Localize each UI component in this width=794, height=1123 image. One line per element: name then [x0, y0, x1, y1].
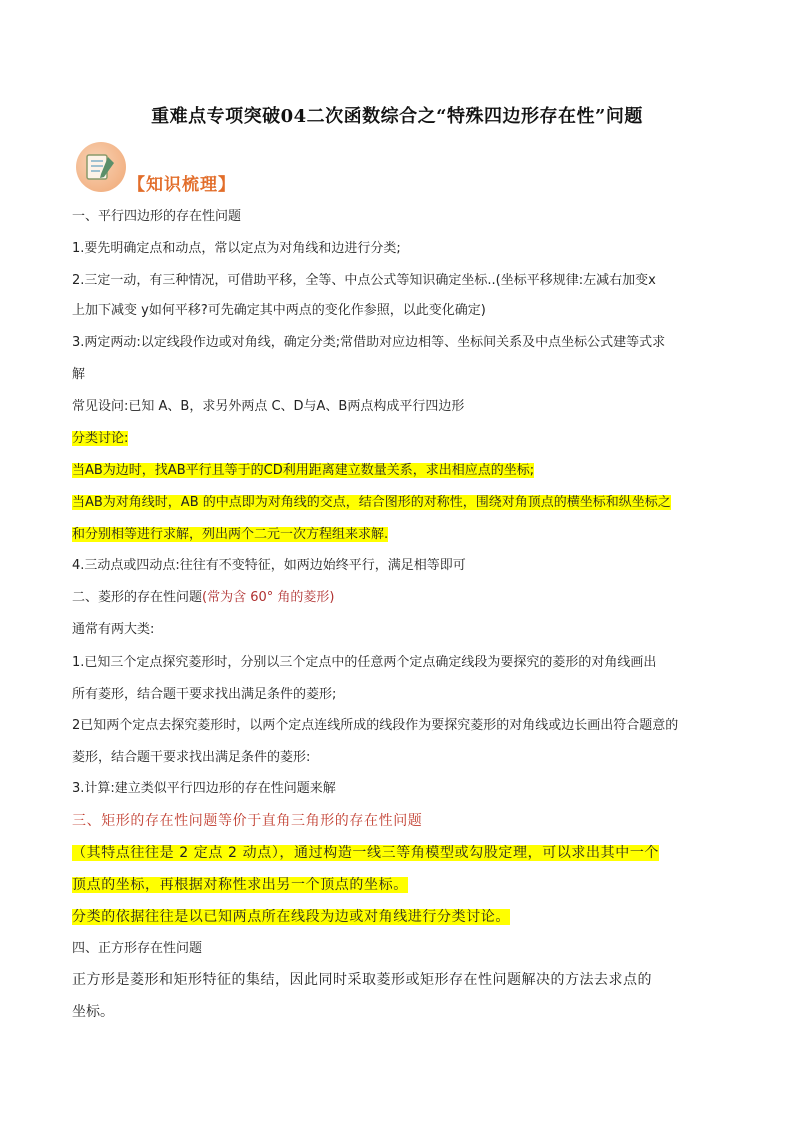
heading-2: 二、菱形的存在性问题 [72, 590, 203, 605]
highlight-text: 顶点的坐标，再根据对称性求出另一个顶点的坐标。 [72, 877, 408, 893]
heading-2-note: (常为含 60° 角的菱形) [202, 590, 335, 605]
highlight-text: 分类讨论: [72, 431, 129, 446]
text-line: 菱形，结合题干要求找出满足条件的菱形: [72, 750, 311, 765]
text-line: 坐标。 [72, 1004, 114, 1020]
highlight-text: 当AB为边时，找AB平行且等于的CD利用距离建立数量关系，求出相应点的坐标; [72, 463, 535, 478]
text-line: 2已知两个定点去探究菱形时，以两个定点连线所成的线段作为要探究菱形的对角线或边长画出符合题意的 [72, 718, 679, 733]
text-line: 正方形是菱形和矩形特征的集结，因此同时采取菱形或矩形存在性问题解决的方法去求点的 [72, 972, 652, 988]
highlight-text: 和分别相等进行求解，列出两个二元一次方程组来求解. [72, 527, 389, 542]
highlight-text: （其特点往往是 2 定点 2 动点），通过构造一线三等角模型或勾股定理，可以求出其中一个 [72, 845, 660, 861]
text-line: 2.三定一动，有三种情况，可借助平移，全等、中点公式等知识确定坐标..(坐标平移规律:左减右加变x [72, 273, 656, 288]
text-line: 上加下减变 y如何平移?可先确定其中两点的变化作参照，以此变化确定) [72, 303, 486, 318]
text-line: 3.计算:建立类似平行四边形的存在性问题来解 [72, 781, 336, 796]
text-line: 通常有两大类: [72, 622, 155, 637]
text-line: 1.已知三个定点探究菱形时，分别以三个定点中的任意两个定点确定线段为要探究的菱形的对角线画出 [72, 655, 657, 670]
page-title: 重难点专项突破04二次函数综合之“特殊四边形存在性”问题 [151, 106, 643, 127]
text-line: 1.要先明确定点和动点，常以定点为对角线和边进行分类; [72, 241, 401, 256]
heading-4: 四、正方形存在性问题 [72, 941, 203, 956]
heading-3: 三、矩形的存在性问题等价于直角三角形的存在性问题 [72, 813, 423, 829]
heading-1: 一、平行四边形的存在性问题 [72, 209, 242, 224]
text-line: 常见设问:已知 A、B，求另外两点 C、D与A、B两点构成平行四边形 [72, 399, 465, 414]
notebook-icon [76, 142, 126, 192]
text-line: 4.三动点或四动点:往往有不变特征，如两边始终平行，满足相等即可 [72, 558, 466, 573]
highlight-text: 当AB为对角线时，AB 的中点即为对角线的交点，结合图形的对称性，围绕对角顶点的横坐标和纵坐标之 [72, 495, 671, 510]
text-line: 解 [72, 367, 86, 382]
text-line: 3.两定两动:以定线段作边或对角线，确定分类;常借助对应边相等、坐标间关系及中点坐标公式建等式求 [72, 335, 666, 350]
highlight-text: 分类的依据往往是以已知两点所在线段为边或对角线进行分类讨论。 [72, 909, 510, 925]
section-heading: 【知识梳理】 [128, 175, 236, 195]
text-line: 所有菱形，结合题干要求找出满足条件的菱形; [72, 687, 337, 702]
